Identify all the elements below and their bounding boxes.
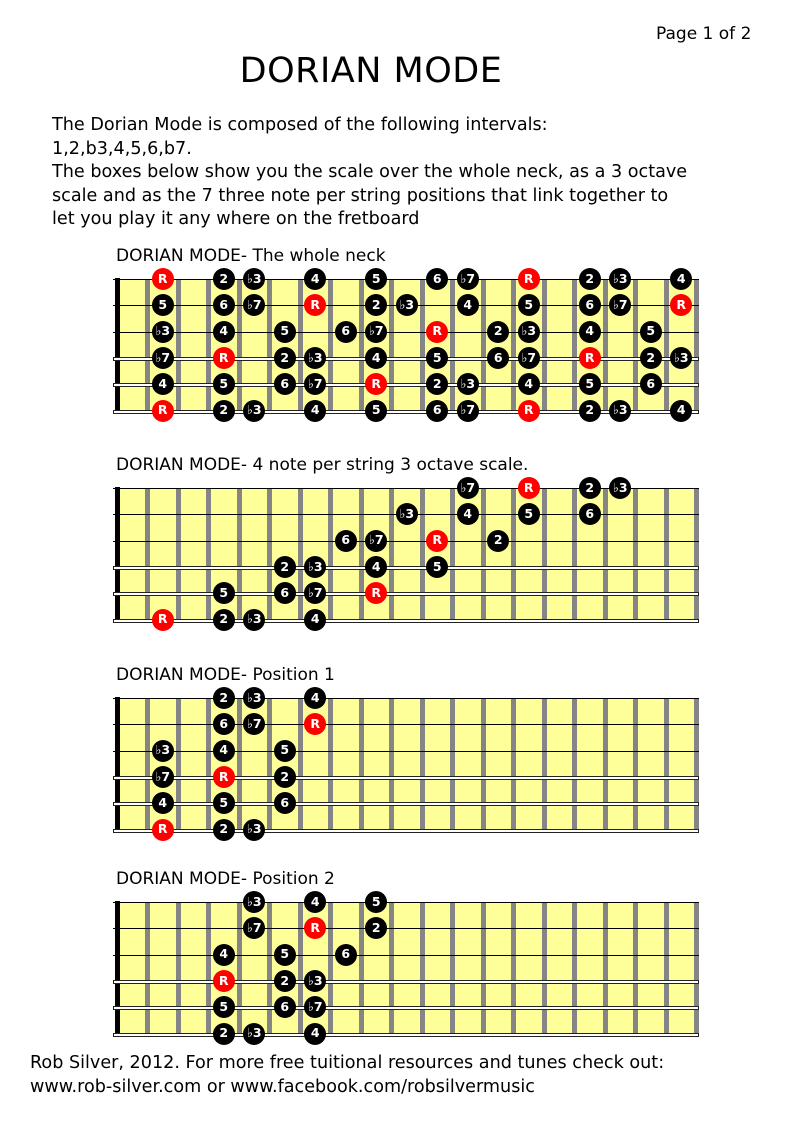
scale-note-dot: 5 <box>518 294 540 316</box>
scale-note-dot: 5 <box>213 996 235 1018</box>
nut <box>115 901 120 1037</box>
root-note-dot: R <box>213 766 235 788</box>
fret-wire <box>542 698 547 832</box>
scale-note-dot: ♭3 <box>243 268 265 290</box>
string-line <box>113 357 699 361</box>
string-line <box>113 566 699 570</box>
root-note-dot: R <box>518 268 540 290</box>
scale-note-dot: 5 <box>426 347 448 369</box>
string-line <box>113 902 699 903</box>
scale-note-dot: 2 <box>579 477 601 499</box>
fret-wire <box>267 902 272 1036</box>
scale-note-dot: ♭7 <box>304 582 326 604</box>
fret-wire <box>603 902 608 1036</box>
scale-note-dot: 5 <box>365 268 387 290</box>
string-line <box>113 724 699 725</box>
scale-note-dot: 2 <box>213 609 235 631</box>
scale-note-dot: 5 <box>274 740 296 762</box>
fret-wire <box>206 698 211 832</box>
root-note-dot: R <box>152 268 174 290</box>
root-note-dot: R <box>579 347 601 369</box>
scale-note-dot: 2 <box>274 970 296 992</box>
scale-note-dot: 4 <box>365 556 387 578</box>
fret-wire <box>511 279 516 413</box>
fret-wire <box>572 698 577 832</box>
scale-note-dot: 6 <box>487 347 509 369</box>
fret-wire <box>206 488 211 622</box>
fret-wire <box>298 698 303 832</box>
fret-wire <box>237 902 242 1036</box>
root-note-dot: R <box>152 400 174 422</box>
scale-note-dot: ♭7 <box>152 766 174 788</box>
root-note-dot: R <box>213 347 235 369</box>
fret-wire <box>450 902 455 1036</box>
fret-wire <box>633 279 638 413</box>
fret-wire <box>511 698 516 832</box>
root-note-dot: R <box>670 294 692 316</box>
fret-wire <box>328 902 333 1036</box>
string-line <box>113 829 699 833</box>
scale-note-dot: ♭7 <box>365 530 387 552</box>
scale-note-dot: ♭7 <box>457 268 479 290</box>
string-line <box>113 698 699 699</box>
scale-note-dot: 6 <box>213 713 235 735</box>
nut <box>115 487 120 623</box>
scale-note-dot: 4 <box>213 944 235 966</box>
scale-note-dot: ♭3 <box>609 268 631 290</box>
root-note-dot: R <box>304 917 326 939</box>
scale-note-dot: 5 <box>213 582 235 604</box>
page-title: DORIAN MODE <box>239 51 503 91</box>
fret-wire <box>328 698 333 832</box>
root-note-dot: R <box>365 373 387 395</box>
scale-note-dot: ♭3 <box>396 503 418 525</box>
fret-wire <box>237 279 242 413</box>
fret-wire <box>145 902 150 1036</box>
scale-note-dot: ♭3 <box>609 400 631 422</box>
scale-note-dot: 5 <box>152 294 174 316</box>
scale-note-dot: 6 <box>274 996 296 1018</box>
scale-note-dot: 4 <box>457 503 479 525</box>
fret-wire <box>694 488 699 622</box>
footer-links: www.rob-silver.com or www.facebook.com/robsilvermusic <box>30 1076 535 1097</box>
scale-note-dot: 2 <box>213 687 235 709</box>
scale-note-dot: ♭7 <box>152 347 174 369</box>
scale-note-dot: ♭3 <box>152 740 174 762</box>
fret-wire <box>603 488 608 622</box>
scale-note-dot: 2 <box>274 766 296 788</box>
scale-note-dot: 2 <box>274 556 296 578</box>
scale-note-dot: 6 <box>274 792 296 814</box>
string-line <box>113 776 699 780</box>
fret-wire <box>145 279 150 413</box>
scale-note-dot: ♭3 <box>243 400 265 422</box>
fret-wire <box>328 488 333 622</box>
string-line <box>113 955 699 956</box>
fret-wire <box>481 279 486 413</box>
scale-note-dot: 2 <box>579 268 601 290</box>
string-line <box>113 928 699 929</box>
scale-note-dot: 5 <box>640 321 662 343</box>
fret-wire <box>420 279 425 413</box>
fret-wire <box>298 279 303 413</box>
intro-line: The boxes below show you the scale over the whole neck, as a 3 octave <box>52 162 688 182</box>
fret-wire <box>603 279 608 413</box>
fret-wire <box>267 698 272 832</box>
scale-note-dot: 5 <box>274 321 296 343</box>
root-note-dot: R <box>365 582 387 604</box>
scale-note-dot: 4 <box>304 400 326 422</box>
scale-note-dot: 5 <box>213 792 235 814</box>
scale-note-dot: 6 <box>335 321 357 343</box>
fret-wire <box>145 488 150 622</box>
fret-wire <box>450 488 455 622</box>
scale-note-dot: 6 <box>426 400 448 422</box>
scale-note-dot: ♭3 <box>243 609 265 631</box>
scale-note-dot: 4 <box>304 687 326 709</box>
scale-note-dot: 5 <box>365 891 387 913</box>
scale-note-dot: ♭7 <box>243 294 265 316</box>
fret-wire <box>176 488 181 622</box>
scale-note-dot: 4 <box>304 609 326 631</box>
scale-note-dot: 2 <box>365 294 387 316</box>
scale-note-dot: ♭3 <box>304 347 326 369</box>
root-note-dot: R <box>426 321 448 343</box>
intro-line: The Dorian Mode is composed of the following intervals: <box>52 115 548 135</box>
scale-note-dot: ♭7 <box>609 294 631 316</box>
root-note-dot: R <box>518 477 540 499</box>
string-line <box>113 332 699 333</box>
scale-note-dot: 6 <box>335 530 357 552</box>
fret-wire <box>572 488 577 622</box>
fret-wire <box>328 279 333 413</box>
scale-note-dot: 4 <box>152 792 174 814</box>
scale-note-dot: 2 <box>640 347 662 369</box>
diagram-label-position-1: DORIAN MODE- Position 1 <box>116 665 335 685</box>
string-line <box>113 1006 699 1010</box>
scale-note-dot: ♭7 <box>518 347 540 369</box>
fret-wire <box>450 279 455 413</box>
fret-wire <box>542 488 547 622</box>
root-note-dot: R <box>426 530 448 552</box>
string-line <box>113 383 699 387</box>
root-note-dot: R <box>152 819 174 841</box>
fret-wire <box>694 698 699 832</box>
scale-note-dot: 6 <box>579 294 601 316</box>
fret-wire <box>511 902 516 1036</box>
fretboard-background <box>117 902 697 1035</box>
scale-note-dot: ♭3 <box>152 321 174 343</box>
scale-note-dot: 5 <box>518 503 540 525</box>
scale-note-dot: ♭3 <box>518 321 540 343</box>
string-line <box>113 980 699 984</box>
fret-wire <box>481 698 486 832</box>
scale-note-dot: ♭3 <box>304 970 326 992</box>
fret-wire <box>694 279 699 413</box>
scale-note-dot: 6 <box>213 294 235 316</box>
scale-note-dot: 2 <box>213 819 235 841</box>
scale-note-dot: 2 <box>274 347 296 369</box>
scale-note-dot: 5 <box>579 373 601 395</box>
fret-wire <box>206 902 211 1036</box>
fret-wire <box>542 279 547 413</box>
string-line <box>113 541 699 542</box>
intro-line: scale and as the 7 three note per string positions that link together to <box>52 185 669 206</box>
scale-note-dot: 2 <box>213 268 235 290</box>
scale-note-dot: ♭7 <box>243 713 265 735</box>
fret-wire <box>481 488 486 622</box>
fret-wire <box>298 902 303 1036</box>
string-line <box>113 592 699 596</box>
scale-note-dot: 2 <box>487 321 509 343</box>
scale-note-dot: 2 <box>426 373 448 395</box>
fret-wire <box>267 279 272 413</box>
fret-wire <box>633 488 638 622</box>
string-line <box>113 1033 699 1037</box>
scale-note-dot: ♭3 <box>670 347 692 369</box>
scale-note-dot: 4 <box>213 321 235 343</box>
scale-note-dot: 4 <box>518 373 540 395</box>
fret-wire <box>664 488 669 622</box>
fret-wire <box>572 279 577 413</box>
footer <box>30 1052 664 1099</box>
diagram-label-3-octave: DORIAN MODE- 4 note per string 3 octave scale. <box>116 455 529 475</box>
string-line <box>113 802 699 806</box>
scale-note-dot: 5 <box>426 556 448 578</box>
scale-note-dot: 4 <box>457 294 479 316</box>
nut <box>115 697 120 833</box>
fret-wire <box>359 698 364 832</box>
scale-note-dot: ♭7 <box>365 321 387 343</box>
scale-note-dot: ♭7 <box>243 917 265 939</box>
fret-wire <box>481 902 486 1036</box>
scale-note-dot: ♭3 <box>457 373 479 395</box>
root-note-dot: R <box>518 400 540 422</box>
fret-wire <box>359 488 364 622</box>
scale-note-dot: 6 <box>579 503 601 525</box>
scale-note-dot: ♭7 <box>457 477 479 499</box>
fret-wire <box>664 698 669 832</box>
scale-note-dot: ♭3 <box>243 1023 265 1045</box>
fret-wire <box>389 698 394 832</box>
intro-text <box>52 114 782 232</box>
scale-note-dot: 5 <box>365 400 387 422</box>
fret-wire <box>389 902 394 1036</box>
scale-note-dot: ♭3 <box>304 556 326 578</box>
fret-wire <box>420 902 425 1036</box>
scale-note-dot: 4 <box>152 373 174 395</box>
fret-wire <box>572 902 577 1036</box>
fret-wire <box>298 488 303 622</box>
scale-note-dot: 4 <box>304 891 326 913</box>
scale-note-dot: 2 <box>213 400 235 422</box>
root-note-dot: R <box>213 970 235 992</box>
scale-note-dot: 2 <box>487 530 509 552</box>
fretboard-background <box>117 698 697 831</box>
scale-note-dot: 6 <box>335 944 357 966</box>
scale-note-dot: 4 <box>365 347 387 369</box>
fret-wire <box>359 902 364 1036</box>
fret-wire <box>633 902 638 1036</box>
fret-wire <box>176 698 181 832</box>
fret-wire <box>237 698 242 832</box>
fret-wire <box>267 488 272 622</box>
scale-note-dot: ♭7 <box>304 996 326 1018</box>
scale-note-dot: 2 <box>365 917 387 939</box>
scale-note-dot: 6 <box>426 268 448 290</box>
scale-note-dot: 6 <box>274 373 296 395</box>
nut <box>115 278 120 414</box>
root-note-dot: R <box>152 609 174 631</box>
fret-wire <box>664 279 669 413</box>
string-line <box>113 619 699 623</box>
fret-wire <box>176 279 181 413</box>
scale-note-dot: ♭7 <box>457 400 479 422</box>
diagram-label-position-2: DORIAN MODE- Position 2 <box>116 869 335 889</box>
scale-note-dot: 4 <box>213 740 235 762</box>
scale-note-dot: 4 <box>304 268 326 290</box>
scale-note-dot: ♭7 <box>304 373 326 395</box>
scale-note-dot: ♭3 <box>243 819 265 841</box>
scale-note-dot: 5 <box>274 944 296 966</box>
diagram-label-whole-neck: DORIAN MODE- The whole neck <box>116 246 386 266</box>
fret-wire <box>206 279 211 413</box>
scale-note-dot: 5 <box>213 373 235 395</box>
fret-wire <box>633 698 638 832</box>
scale-note-dot: 4 <box>579 321 601 343</box>
fret-wire <box>389 488 394 622</box>
fret-wire <box>664 902 669 1036</box>
scale-note-dot: 2 <box>579 400 601 422</box>
fret-wire <box>145 698 150 832</box>
string-line <box>113 751 699 752</box>
fret-wire <box>176 902 181 1036</box>
scale-note-dot: 6 <box>274 582 296 604</box>
scale-note-dot: ♭3 <box>243 687 265 709</box>
fret-wire <box>420 698 425 832</box>
scale-note-dot: 6 <box>640 373 662 395</box>
scale-note-dot: ♭3 <box>609 477 631 499</box>
fret-wire <box>389 279 394 413</box>
scale-note-dot: 4 <box>670 268 692 290</box>
scale-note-dot: ♭3 <box>396 294 418 316</box>
fret-wire <box>359 279 364 413</box>
fret-wire <box>542 902 547 1036</box>
root-note-dot: R <box>304 713 326 735</box>
fret-wire <box>450 698 455 832</box>
fret-wire <box>511 488 516 622</box>
fret-wire <box>603 698 608 832</box>
scale-note-dot: ♭3 <box>243 891 265 913</box>
intro-line: 1,2,b3,4,5,6,b7. <box>52 138 192 159</box>
root-note-dot: R <box>304 294 326 316</box>
intro-line: let you play it any where on the fretboard <box>52 209 420 229</box>
scale-note-dot: 4 <box>670 400 692 422</box>
fret-wire <box>420 488 425 622</box>
footer-credit: Rob Silver, 2012. For more free tuitional resources and tunes check out: <box>30 1053 665 1073</box>
page-number: Page 1 of 2 <box>656 24 752 44</box>
scale-note-dot: 2 <box>213 1023 235 1045</box>
fret-wire <box>694 902 699 1036</box>
scale-note-dot: 4 <box>304 1023 326 1045</box>
fret-wire <box>237 488 242 622</box>
